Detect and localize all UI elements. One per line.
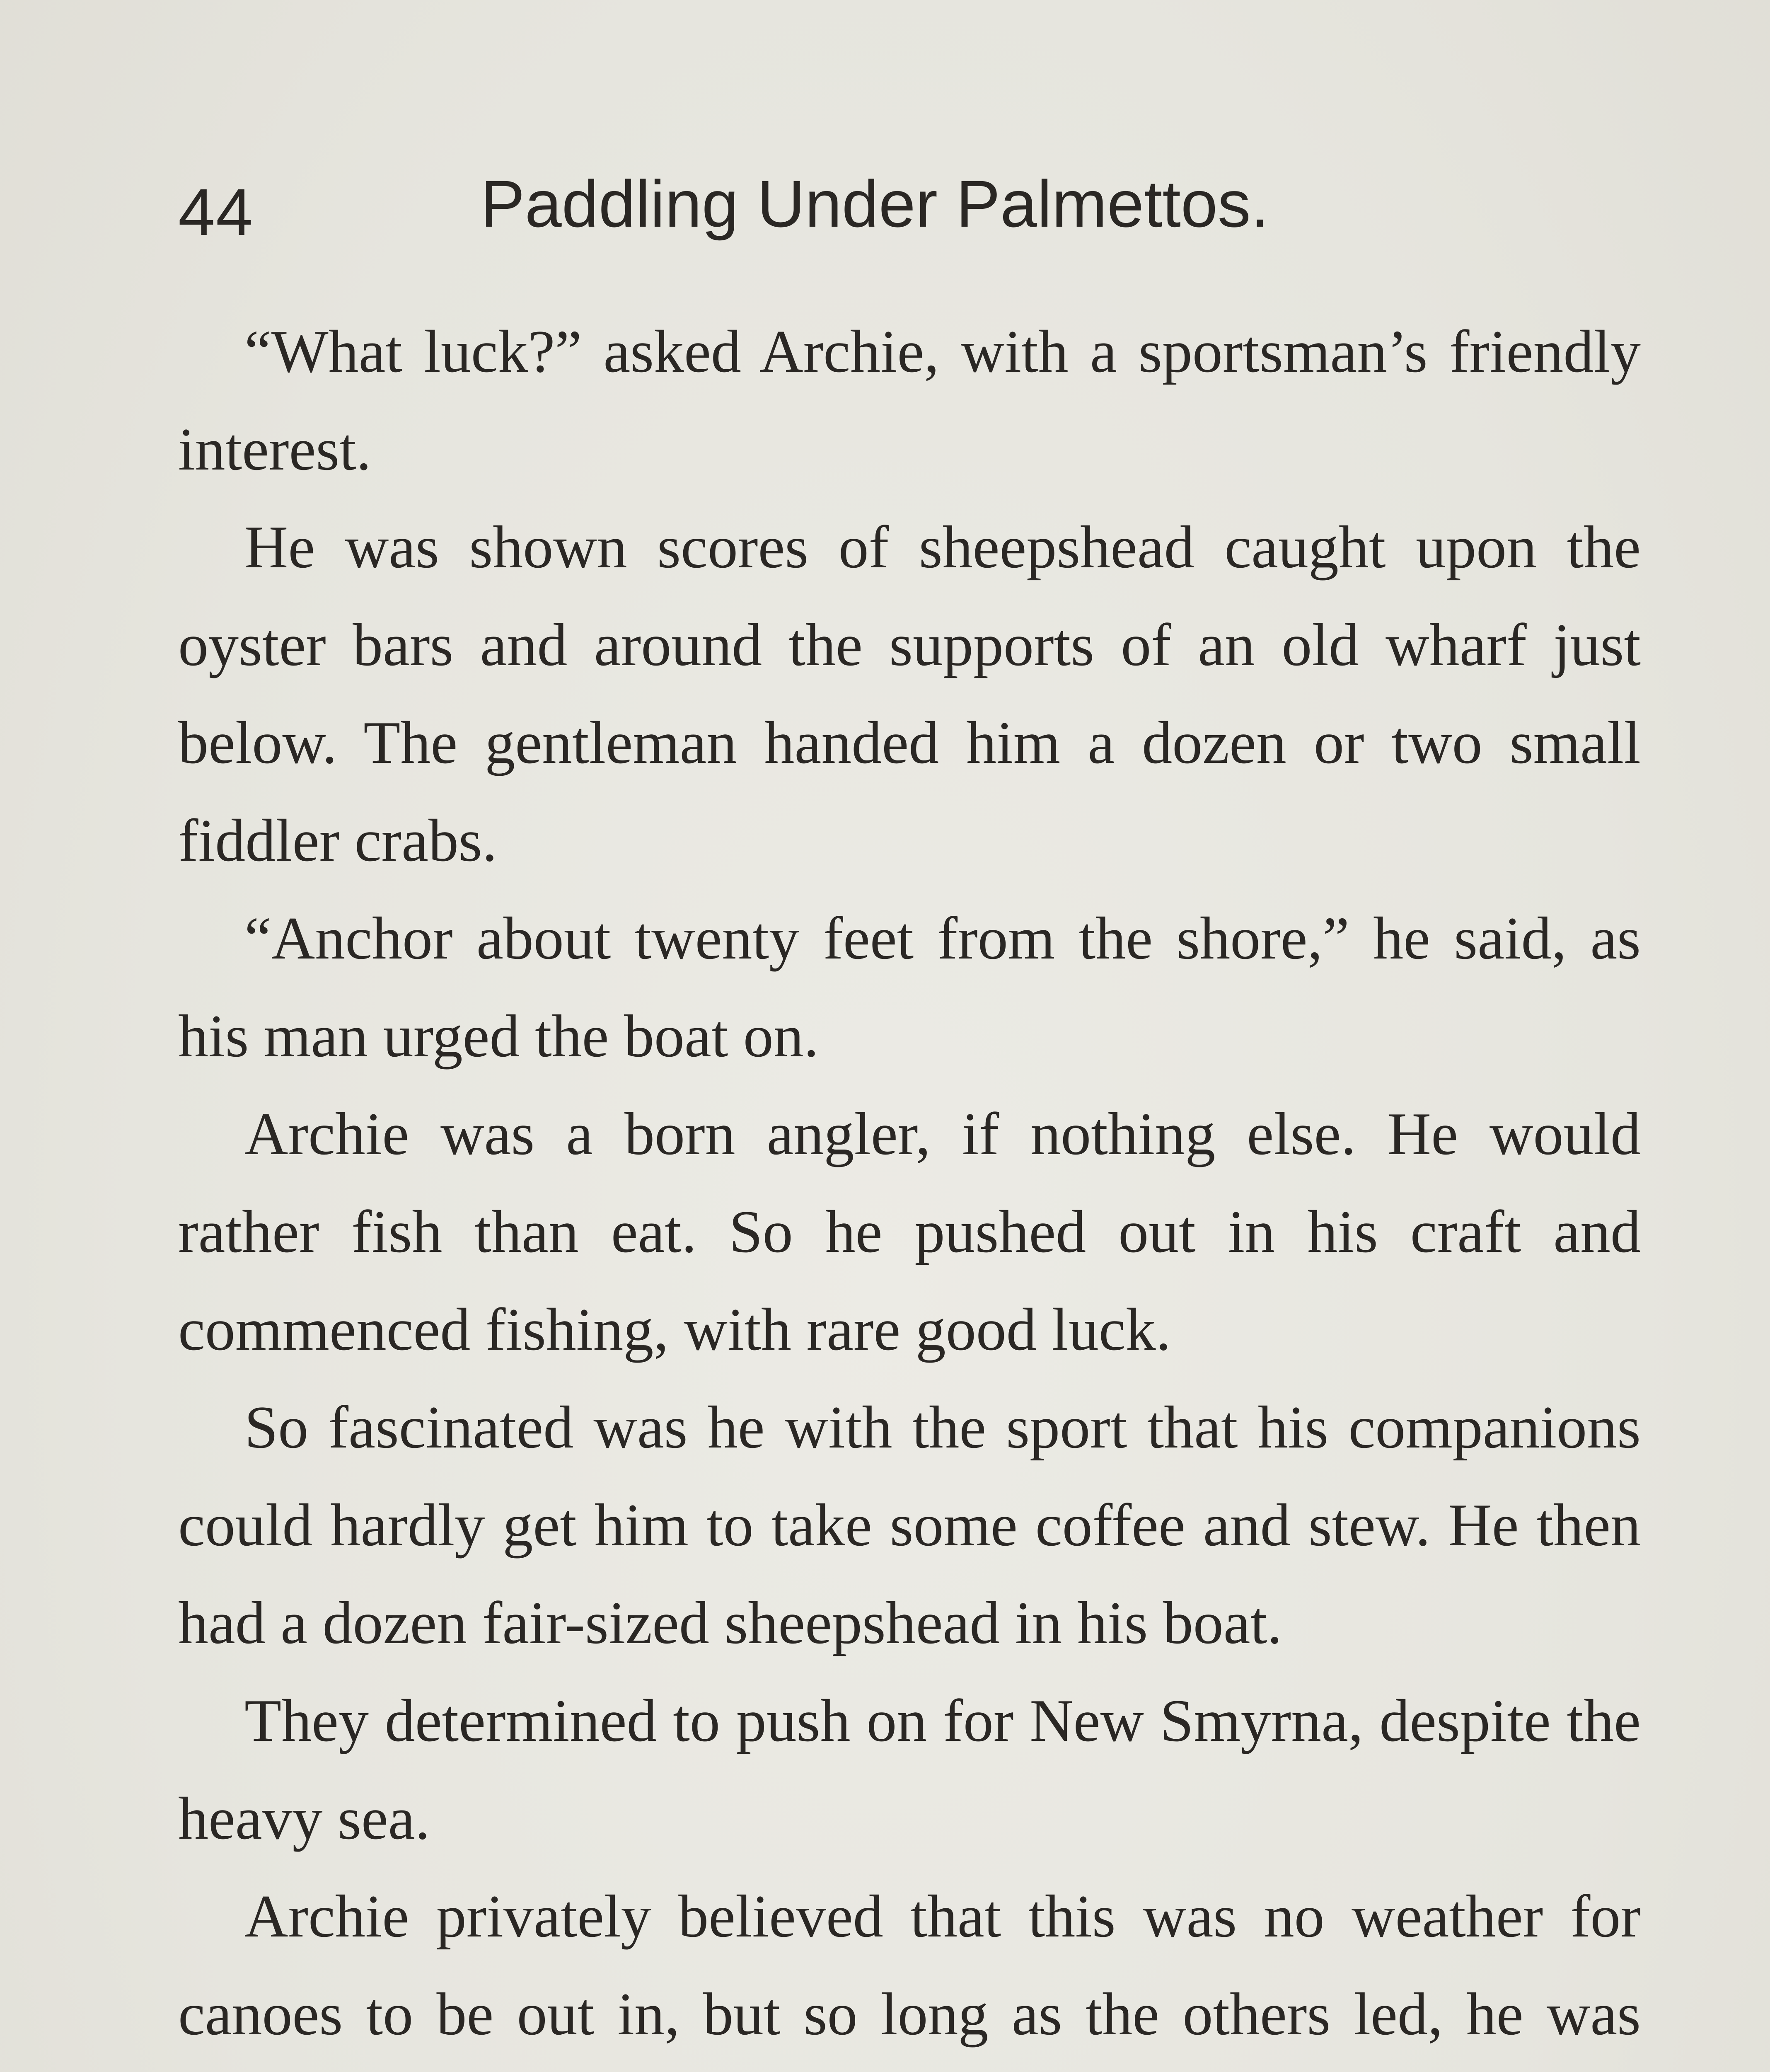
paragraph: He was shown scores of sheepshead caught upon the oyster bars and around the supports of an old wharf just below. The gentleman handed him a dozen or two small fiddler crabs. [178,513,1641,874]
paragraph: Archie privately believed that this was no weather for canoes to be out in, but so long as the others led, he was [178,1883,1641,2048]
body-text [178,303,1641,2072]
paragraph: “Anchor about twenty feet from the shore,” he said, as his man urged the boat on. [178,905,1641,1070]
paragraph: So fascinated was he with the sport that his companions could hardly get him to take some coffee and stew. He then had a dozen fair-sized sheepshead in his boat. [178,1394,1641,1656]
running-title: Paddling Under Palmettos. [481,167,1269,241]
paragraph: Archie was a born angler, if nothing else. He would rather fish than eat. So he pushed out in his craft and commenced fishing, with rare good luck. [178,1100,1641,1363]
page-header [178,166,1646,257]
paragraph: “What luck?” asked Archie, with a sportsman’s friendly interest. [178,318,1641,483]
paragraph: They determined to push on for New Smyrna, despite the heavy sea. [178,1687,1641,1852]
page-number: 44 [178,175,254,249]
